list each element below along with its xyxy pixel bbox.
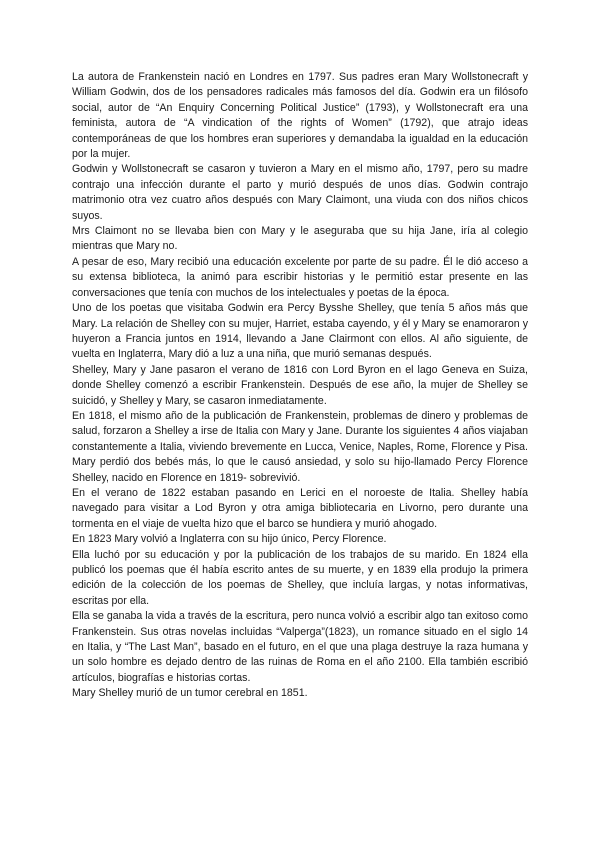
paragraph-birth: La autora de Frankenstein nació en Londres en 1797. Sus padres eran Mary Wollstonecraft y William Godwin, dos de los pensadores radicales más famosos del día. Godwin era un filósofo social, autor de “An Enquiry Concerning Political Justice” (1793), y Wollstonecraft era una feminista, autora de “A vindication of the rights of Women” (1792), que atrajo ideas contemporáneas de que los hombres eran superiores y demandaba la igualdad en la educación por la mujer. xyxy=(72,71,528,161)
paragraph-percy-shelley: Uno de los poetas que visitaba Godwin era Percy Bysshe Shelley, que tenía 5 años más que Mary. La relación de Shelley con su mujer, Harriet, estaba cayendo, y él y Mary se enamoraron y huyeron a Francia juntos en 1914, llevando a Jane Clairmont con ellos. Al año siguiente, de vuelta en Inglaterra, Mary dió a luz a una niña, que murió semanas después. xyxy=(72,302,528,361)
paragraph-lerici: En el verano de 1822 estaban pasando en Lerici en el noroeste de Italia. Shelley había navegado para visitar a Lod Byron y otra amiga bibliotecaria en Livorno, pero durante una tormenta en el viaje de vuelta hizo que el barco se hundiera y murió ahogado. xyxy=(72,486,528,530)
paragraph-return-england: En 1823 Mary volvió a Inglaterra con su hijo único, Percy Florence. xyxy=(72,533,387,546)
paragraph-geneva: Shelley, Mary y Jane pasaron el verano de 1816 con Lord Byron en el lago Geneva en Suiza, donde Shelley comenzó a escribir Frankenstein. Después de ese año, la mujer de Shelley se suicidó, y Shelley y Mary, se casaron inmediatamente. xyxy=(72,363,528,407)
document-body xyxy=(72,70,528,702)
paragraph-italy: En 1818, el mismo año de la publicación de Frankenstein, problemas de dinero y problemas de salud, forzaron a Shelley a irse de Italia con Mary y Jane. Durante los siguientes 4 años viajaban constantemente a Italia, viviendo brevemente en Lucca, Venice, Naples, Rome, Florence y Pisa. Mary perdió dos bebés más, lo que le causó ansiedad, y solo su hijo-llamado Percy Florence Shelley, nacido en Florence en 1819- sobrevivió. xyxy=(72,409,528,484)
paragraph-education: A pesar de eso, Mary recibió una educación excelente por parte de su padre. Él le dió acceso a su extensa biblioteca, la animó para escribir historias y le permitió estar presente en las conversaciones que tenía con muchos de los intelectuales y poetas de la época. xyxy=(72,255,528,299)
paragraph-parents-marriage: Godwin y Wollstonecraft se casaron y tuvieron a Mary en el mismo año, 1797, pero su madre contrajo una infección durante el parto y murió después de unos días. Godwin contrajo matrimonio otra vez cuatro años después con Mary Claimont, una viuda con dos niños chicos suyos. xyxy=(72,163,528,222)
paragraph-death: Mary Shelley murió de un tumor cerebral en 1851. xyxy=(72,687,308,700)
paragraph-claimont: Mrs Claimont no se llevaba bien con Mary y le aseguraba que su hija Jane, iría al colegio mientras que Mary no. xyxy=(72,225,528,253)
paragraph-writing-career: Ella se ganaba la vida a través de la escritura, pero nunca volvió a escribir algo tan exitoso como Frankenstein. Sus otras novelas incluidas “Valperga”(1823), un romance situado en el siglo 14 en Italia, y “The Last Man”, basado en el futuro, en el que una plaga destruye la raza humana y un solo hombre es dejado dentro de las ruinas de Roma en el año 2100. Ella también escribió artículos, biografías e historias cortas. xyxy=(72,610,528,684)
paragraph-publication: Ella luchó por su educación y por la publicación de los trabajos de su marido. En 1824 ella publicó los poemas que él había escrito antes de su muerte, y en 1839 ella produjo la primera edición de la colección de los poemas de Shelley, que incluía largas, y notas informativas, escritas por ella. xyxy=(72,548,528,607)
